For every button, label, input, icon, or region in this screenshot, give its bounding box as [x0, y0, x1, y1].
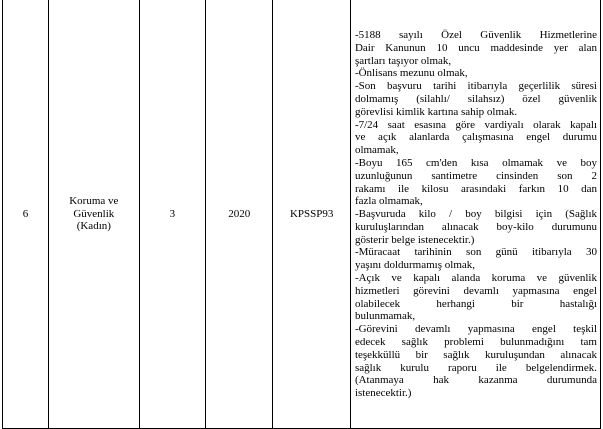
requirement-item: [355, 246, 597, 272]
requirement-item: [355, 80, 597, 118]
requirement-line: -Başvuruda kilo / boy bilgisi için (Sağlık: [354, 208, 597, 221]
requirement-line: yaşını doldurmamış olmak,: [354, 259, 476, 272]
requirement-line: fazla olmamak,: [354, 195, 423, 208]
position-count-cell: 3: [139, 0, 205, 429]
requirement-line: Dair Kanunun 10 uncu maddesinde yer alan: [354, 41, 597, 54]
requirement-line: dolmamış (silahlı/ silahsız) özel güvenlik: [354, 92, 597, 105]
requirement-line: sağlık kurulu raporu ile belgelendirmek.: [354, 361, 597, 374]
position-title-line: Koruma ve: [69, 194, 119, 207]
requirement-line: -Açık ve kapalı alanda koruma ve güvenlik: [354, 272, 597, 285]
requirement-line: kuruluşlarından alınacak boy-kilo durumunu: [354, 220, 597, 233]
requirement-line: gösterir belge istenecektir.): [354, 233, 475, 246]
position-title-cell: [48, 0, 139, 429]
requirement-item: [355, 323, 597, 400]
requirement-line: -7/24 saat esasına göre vardiyalı olarak kapalı: [354, 118, 597, 131]
requirement-item: [355, 67, 597, 80]
requirement-line: ve açık alanlarda çalışmasına engel durumu: [354, 131, 597, 144]
requirement-item: [355, 208, 597, 246]
requirement-item: [355, 157, 597, 208]
requirement-item: [355, 272, 597, 323]
requirement-line: -Görevini devamlı yapmasına engel teşkil: [354, 323, 597, 336]
requirement-line: -Müracaat tarihinin son günü itibarıyla 30: [354, 246, 597, 259]
requirement-line: uzunluğunun santimetre cinsinden son 2: [354, 169, 597, 182]
requirement-line: -Son başvuru tarihi itibarıyla geçerlilik süresi: [354, 80, 597, 93]
job-requirements-table: [2, 0, 601, 429]
requirements-cell: [350, 0, 600, 429]
position-title-line: (Kadın): [76, 220, 111, 233]
requirement-item: [355, 29, 597, 67]
year-cell: 2020: [206, 0, 273, 429]
requirement-line: şartları taşıyor olmak,: [354, 54, 452, 67]
requirement-line: görevlisi kimlik kartına sahip olmak.: [354, 105, 518, 118]
requirement-line: olabilecek herhangi bir hastalığı: [354, 297, 597, 310]
row-number-cell: 6: [3, 0, 49, 429]
requirement-line: istenecektir.): [354, 387, 412, 400]
exam-score-type-cell: KPSSP93: [273, 0, 351, 429]
requirement-line: -Önlisans mezunu olmak,: [354, 67, 468, 80]
requirement-item: [355, 119, 597, 157]
requirement-line: -Boyu 165 cm'den kısa olmamak ve boy: [354, 156, 597, 169]
requirement-line: edecek sağlık problemi bulunmadığını tam: [354, 336, 597, 349]
position-title-line: Güvenlik: [73, 207, 115, 220]
requirement-line: -5188 sayılı Özel Güvenlik Hizmetlerine: [354, 28, 597, 41]
requirement-line: teşekküllü bir sağlık kuruluşundan alınacak: [354, 348, 597, 361]
requirement-line: hizmetleri görevini devamlı yapmasına engel: [354, 284, 597, 297]
requirement-line: rakamı ile kilosu arasındaki farkın 10 dan: [354, 182, 597, 195]
requirement-line: olmamak,: [354, 144, 399, 157]
table-row: [3, 0, 601, 429]
requirement-line: (Atanmaya hak kazanma durumunda: [354, 374, 597, 387]
requirement-line: bulunmamak,: [354, 310, 416, 323]
